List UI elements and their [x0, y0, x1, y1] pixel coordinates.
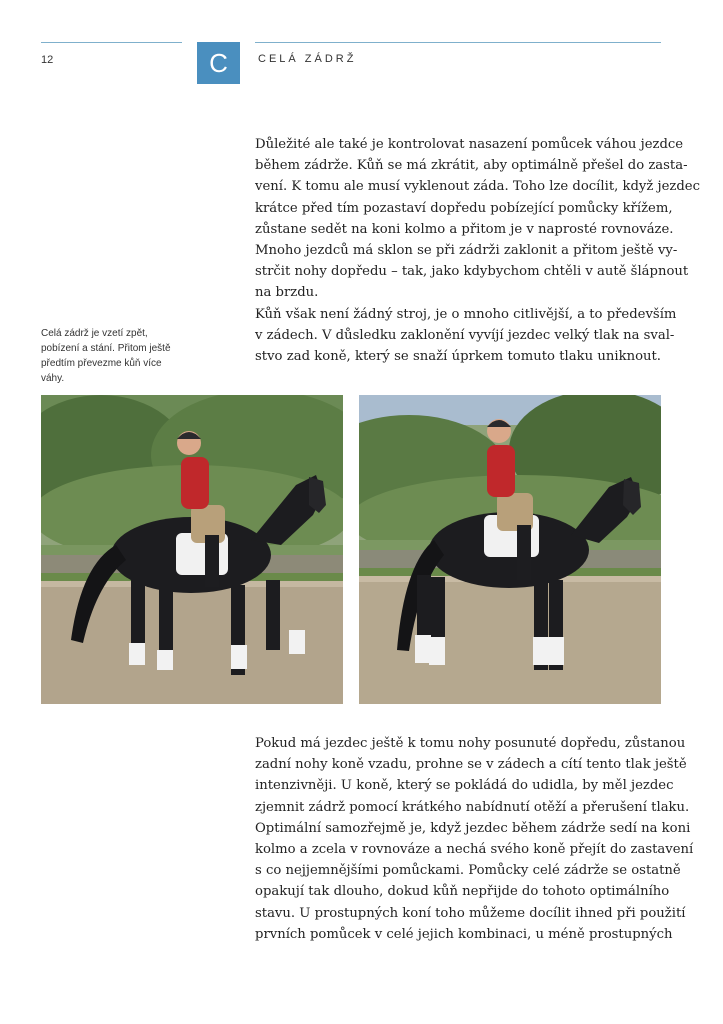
- text-line: na brzdu.: [255, 285, 319, 301]
- chapter-title: CELÁ ZÁDRŽ: [258, 53, 357, 65]
- text-line: stavu. U prostupných koní toho můžeme docílit ihned při použití: [255, 905, 686, 921]
- text-line: vení. K tomu ale musí vyklenout záda. Toho lze docílit, když jezdec: [255, 179, 700, 195]
- text-line: s co nejjemnějšími pomůckami. Pomůcky celé zádrže se ostatně: [255, 863, 681, 879]
- photo-right-image: [359, 395, 661, 704]
- paragraph-1: [255, 134, 700, 367]
- text-line: Důležité ale také je kontrolovat nasazení pomůcek váhou jezdce: [255, 137, 684, 152]
- text-line: Mnoho jezdců má sklon se při zádrži zaklonit a přitom ještě vy-: [255, 243, 678, 259]
- text-line: krátce před tím pozastaví dopředu pobízející pomůcky křížem,: [255, 200, 673, 216]
- caption-line: předtím převezme kůň více: [41, 358, 162, 369]
- horse-rider-photo-right: [359, 395, 661, 704]
- caption-line: váhy.: [41, 373, 65, 384]
- text-line: zadní nohy koně vzadu, prohne se v zádech a cítí tento tlak ještě: [255, 757, 687, 773]
- header-rule-right: [255, 42, 661, 43]
- text-line: kolmo a zcela v rovnováze a nechá svého koně přejít do zastavení: [255, 842, 694, 858]
- caption-line: Celá zádrž je vzetí zpět,: [41, 328, 148, 339]
- text-line: Optimální samozřejmě je, když jezdec během zádrže sedí na koni: [255, 820, 691, 836]
- paragraph-2: [255, 733, 694, 945]
- photo-caption: [41, 326, 186, 386]
- horse-rider-photo-left: [41, 395, 343, 704]
- text-line: stvo zad koně, který se snaží úprkem tomuto tlaku uniknout.: [255, 349, 661, 365]
- caption-line: pobízení a stání. Přitom ještě: [41, 343, 171, 354]
- text-line: strčit nohy dopředu – tak, jako kdybychom chtěli v autě šlápnout: [255, 264, 689, 280]
- text-line: zůstane sedět na koni kolmo a přitom je v naprosté rovnováze.: [255, 221, 674, 237]
- text-line: během zádrže. Kůň se má zkrátit, aby optimálně přešel do zasta-: [255, 158, 688, 174]
- page-number: 12: [41, 54, 54, 66]
- text-line: Kůň však není žádný stroj, je o mnoho citlivější, a to především: [255, 306, 677, 322]
- text-line: intenzivněji. U koně, který se pokládá do udidla, by měl jezdec: [255, 778, 674, 794]
- text-line: prvních pomůcek v celé jejich kombinaci, u méně prostupných: [255, 926, 673, 942]
- text-line: zjemnit zádrž pomocí krátkého nabídnutí otěží a přerušení tlaku.: [255, 799, 690, 815]
- header-rule-left: [41, 42, 182, 43]
- text-line: Pokud má jezdec ještě k tomu nohy posunuté dopředu, zůstanou: [255, 736, 686, 751]
- chapter-badge: C: [197, 42, 240, 84]
- photo-left-image: [41, 395, 343, 704]
- text-line: opakují tak dlouho, dokud kůň nepřijde do tohoto optimálního: [255, 884, 670, 900]
- text-line: v zádech. V důsledku zaklonění vyvíjí jezdec velký tlak na sval-: [255, 327, 675, 343]
